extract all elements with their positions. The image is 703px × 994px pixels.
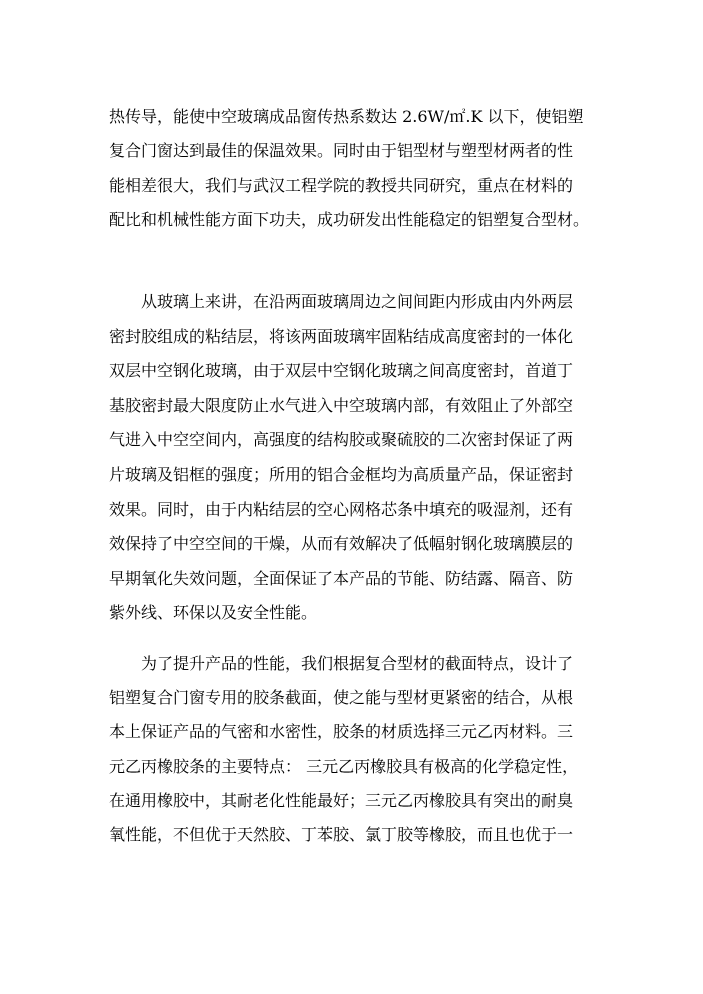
text-line: 效保持了中空空间的干燥，从而有效解决了低幅射钢化玻璃膜层的 xyxy=(109,534,574,554)
text-line: 热传导，能使中空玻璃成品窗传热系数达 2.6W/㎡.K 以下，使铝塑 xyxy=(109,107,584,126)
text-line: 配比和机械性能方面下功夫，成功研发出性能稳定的铝塑复合型材。 xyxy=(109,209,590,229)
text-line: 密封胶组成的粘结层，将该两面玻璃牢固粘结成高度密封的一体化 xyxy=(109,326,574,346)
text-line: 从玻璃上来讲，在沿两面玻璃周边之间间距内形成由内外两层 xyxy=(141,292,574,311)
text-line: 本上保证产品的气密和水密性，胶条的材质选择三元乙丙材料。三 xyxy=(109,722,574,742)
text-line: 元乙丙橡胶条的主要特点： 三元乙丙橡胶具有极高的化学稳定性， xyxy=(109,756,579,776)
text-line: 复合门窗达到最佳的保温效果。同时由于铝型材与塑型材两者的性 xyxy=(109,141,574,161)
text-line: 铝塑复合门窗专用的胶条截面，使之能与型材更紧密的结合，从根 xyxy=(109,688,574,708)
text-line: 早期氧化失效问题，全面保证了本产品的节能、防结露、隔音、防 xyxy=(109,568,574,588)
text-line: 气进入中空空间内，高强度的结构胶或聚硫胶的二次密封保证了两 xyxy=(109,430,574,450)
text-line: 在通用橡胶中，其耐老化性能最好；三元乙丙橡胶具有突出的耐臭 xyxy=(109,790,574,810)
text-line: 基胶密封最大限度防止水气进入中空玻璃内部，有效阻止了外部空 xyxy=(109,395,574,415)
text-line: 双层中空钢化玻璃，由于双层中空钢化玻璃之间高度密封，首道丁 xyxy=(109,361,574,381)
text-line: 为了提升产品的性能，我们根据复合型材的截面特点，设计了 xyxy=(141,654,574,673)
text-line: 效果。同时，由于内粘结层的空心网格芯条中填充的吸湿剂，还有 xyxy=(109,499,574,519)
text-line: 氧性能，不但优于天然胶、丁苯胶、氯丁胶等橡胶，而且也优于一 xyxy=(109,825,574,844)
text-line: 紫外线、环保以及安全性能。 xyxy=(109,603,318,623)
text-line: 能相差很大，我们与武汉工程学院的教授共同研究，重点在材料的 xyxy=(109,175,574,195)
text-line: 片玻璃及铝框的强度；所用的铝合金框均为高质量产品，保证密封 xyxy=(109,465,574,484)
